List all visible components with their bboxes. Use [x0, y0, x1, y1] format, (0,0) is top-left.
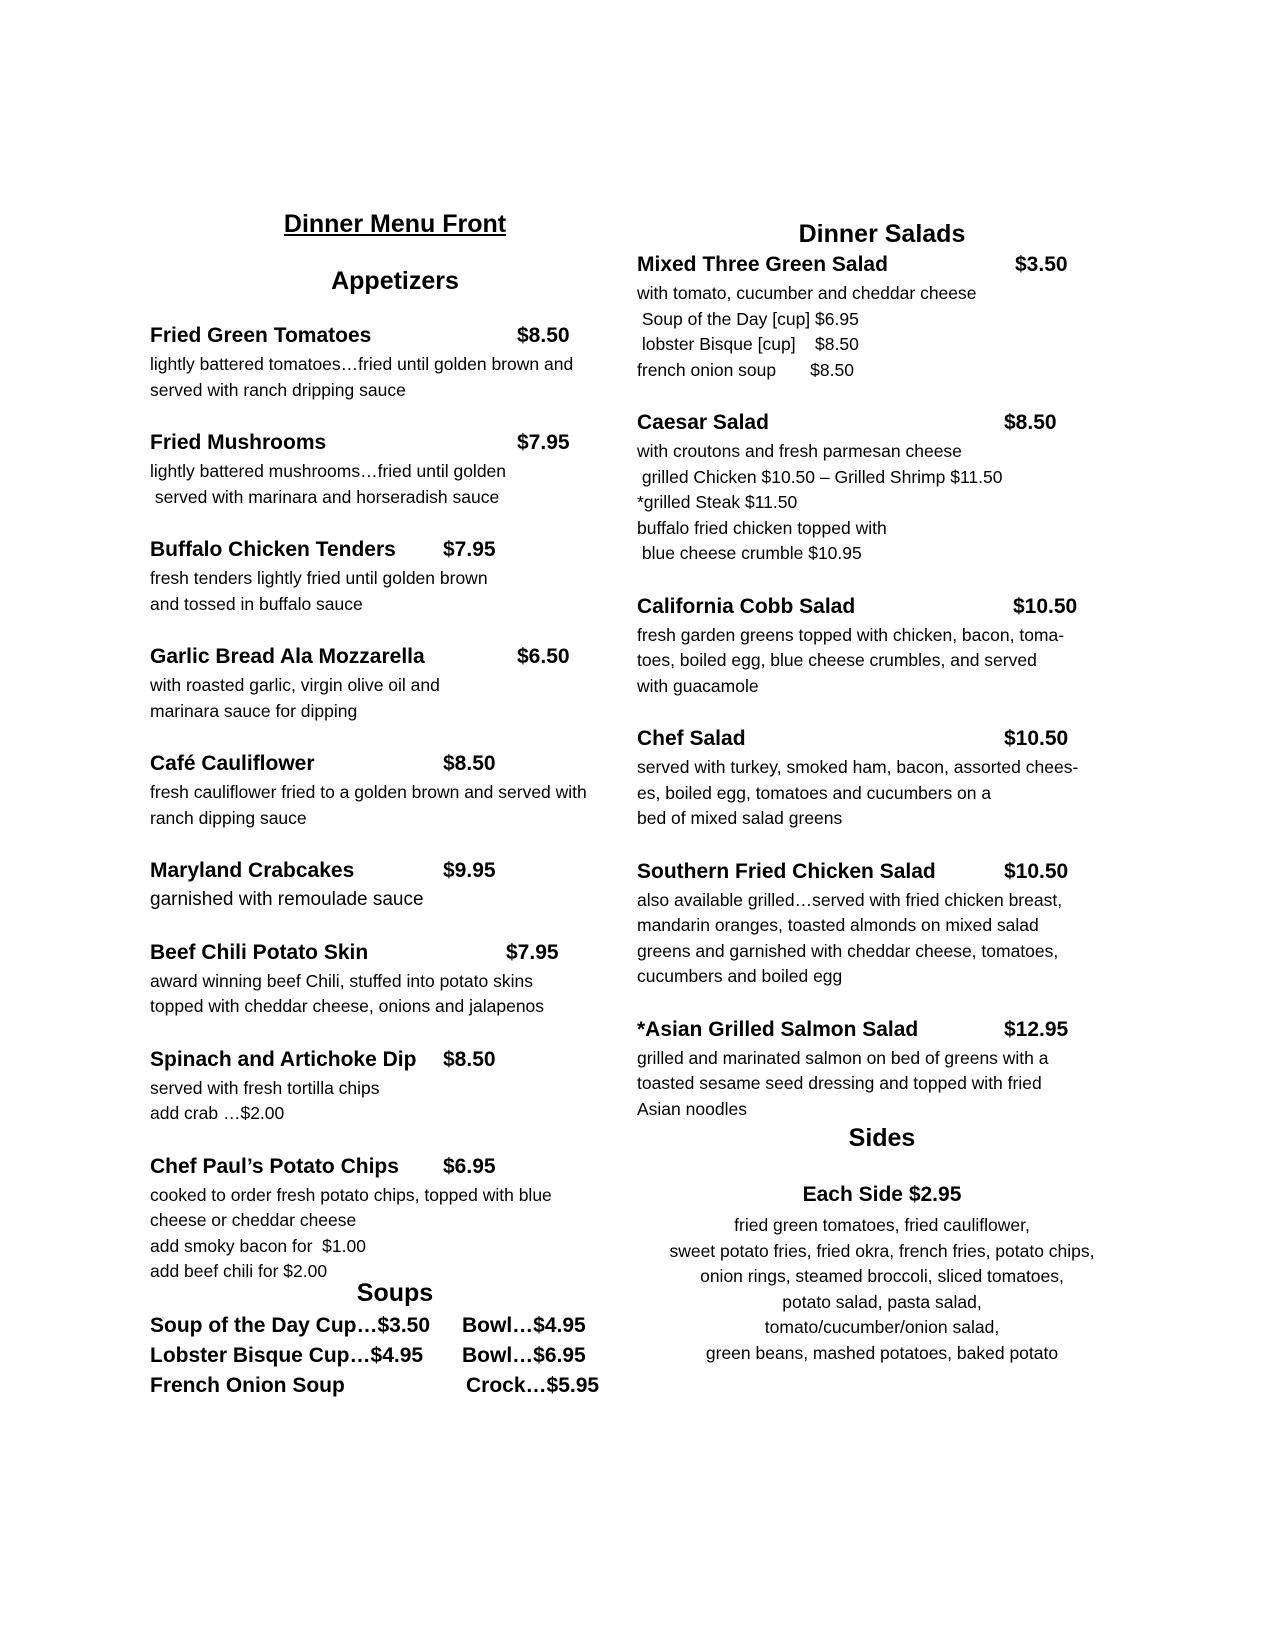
menu-item	[637, 595, 1127, 700]
item-price: $6.50	[517, 645, 570, 668]
appetizers-heading: Appetizers	[331, 267, 459, 295]
item-description: served with turkey, smoked ham, bacon, assorted chees- es, boiled egg, tomatoes and cucumbers on a bed of mixed salad greens	[637, 757, 1079, 828]
soup-row	[150, 1374, 640, 1404]
item-price: $8.50	[443, 1047, 496, 1071]
menu-item	[150, 645, 640, 724]
item-price: $10.50	[1004, 727, 1069, 750]
item-name: Mixed Three Green Salad	[637, 253, 888, 276]
menu-item	[150, 324, 640, 403]
item-name: Fried Green Tomatoes	[150, 324, 372, 347]
item-price: $6.95	[443, 1154, 496, 1178]
menu-item	[637, 727, 1127, 832]
menu-item	[150, 431, 640, 510]
item-price: $7.95	[517, 431, 570, 454]
item-description: with roasted garlic, virgin olive oil and marinara sauce for dipping	[150, 675, 440, 721]
soup-price: Crock…$5.95	[466, 1373, 600, 1397]
soup-price: Bowl…$4.95	[462, 1313, 586, 1337]
menu-item	[150, 1155, 640, 1285]
item-name: Café Cauliflower	[150, 752, 315, 775]
item-price: $8.50	[517, 324, 570, 347]
item-description: fresh cauliflower fried to a golden brown and served with ranch dipping sauce	[150, 782, 587, 828]
item-name: Caesar Salad	[637, 411, 769, 434]
item-description: cooked to order fresh potato chips, topped with blue cheese or cheddar cheese add smoky bacon for $1.00 add beef chili for $2.00	[150, 1184, 552, 1281]
menu-item	[637, 253, 1127, 383]
item-name: Maryland Crabcakes	[150, 859, 355, 882]
item-price: $8.50	[443, 752, 496, 775]
item-description: with tomato, cucumber and cheddar cheese Soup of the Day [cup] $6.95 lobster Bisque [cup] $8.50 french onion soup $8.50	[637, 283, 977, 380]
item-description: also available grilled…served with fried chicken breast, mandarin oranges, toasted almonds on mixed salad greens and garnished with cheddar cheese, tomatoes, cucumbers and boiled egg	[637, 889, 1063, 986]
item-price: $7.95	[443, 538, 496, 561]
item-description: award winning beef Chili, stuffed into potato skins topped with cheddar cheese, onions and jalapenos	[150, 970, 545, 1016]
item-price: $10.50	[1004, 859, 1069, 883]
item-description: served with fresh tortilla chips add crab …$2.00	[150, 1077, 380, 1123]
menu-item	[637, 1018, 1127, 1123]
menu-item	[150, 941, 640, 1020]
menu-item	[637, 860, 1127, 990]
item-name: Chef Salad	[637, 727, 746, 750]
item-description: garnished with remoulade sauce	[150, 889, 424, 910]
sides-price: Each Side $2.95	[802, 1183, 962, 1206]
soup-name: Soup of the Day Cup…$3.50	[150, 1313, 431, 1337]
item-description: fresh garden greens topped with chicken, bacon, toma- toes, boiled egg, blue cheese crumbles, and served with guacamole	[637, 624, 1065, 696]
item-name: Beef Chili Potato Skin	[150, 940, 369, 964]
item-price: $8.50	[1004, 411, 1057, 434]
item-price: $3.50	[1015, 253, 1068, 276]
menu-item	[637, 411, 1127, 567]
item-description: lightly battered tomatoes…fried until golden brown and served with ranch dripping sauce	[150, 354, 574, 400]
item-name: California Cobb Salad	[637, 594, 856, 618]
item-price: $7.95	[506, 940, 559, 964]
sides-list: fried green tomatoes, fried cauliflower, sweet potato fries, fried okra, french fries, potato chips, onion rings, steamed broccoli, sliced tomatoes, potato salad, pasta salad, tomato/cucumber/onion salad, green beans, mashed potatoes, baked potato	[669, 1215, 1095, 1363]
item-description: fresh tenders lightly fried until golden brown and tossed in buffalo sauce	[150, 568, 488, 614]
item-price: $10.50	[1013, 594, 1078, 618]
menu-item	[150, 1048, 640, 1127]
left-column	[150, 210, 640, 1404]
menu-title: Dinner Menu Front	[283, 210, 507, 238]
item-name: Southern Fried Chicken Salad	[637, 859, 936, 883]
soups-heading: Soups	[356, 1278, 434, 1307]
menu-item	[150, 859, 640, 913]
menu-item	[150, 752, 640, 831]
soup-name: French Onion Soup	[150, 1373, 345, 1397]
item-description: grilled and marinated salmon on bed of greens with a toasted sesame seed dressing and topped with fried Asian noodles	[637, 1047, 1049, 1119]
item-description: lightly battered mushrooms…fried until golden served with marinara and horseradish sauce	[150, 461, 507, 507]
item-description: with croutons and fresh parmesan cheese grilled Chicken $10.50 – Grilled Shrimp $11.50 *grilled Steak $11.50 buffalo fried chicken topped with blue cheese crumble $10.95	[637, 441, 1003, 563]
right-column	[637, 220, 1127, 1366]
sides-heading: Sides	[848, 1124, 916, 1152]
soup-name: Lobster Bisque Cup…$4.95	[150, 1343, 424, 1367]
item-name: *Asian Grilled Salmon Salad	[637, 1017, 919, 1041]
item-name: Fried Mushrooms	[150, 431, 327, 454]
item-name: Buffalo Chicken Tenders	[150, 538, 396, 561]
soup-row	[150, 1314, 640, 1344]
menu-item	[150, 538, 640, 617]
item-name: Chef Paul’s Potato Chips	[150, 1154, 399, 1178]
soup-price: Bowl…$6.95	[462, 1343, 586, 1367]
item-price: $9.95	[443, 859, 496, 882]
item-name: Garlic Bread Ala Mozzarella	[150, 645, 425, 668]
item-name: Spinach and Artichoke Dip	[150, 1047, 417, 1071]
soup-row	[150, 1344, 640, 1374]
salads-heading: Dinner Salads	[798, 220, 966, 248]
item-price: $12.95	[1004, 1017, 1069, 1041]
